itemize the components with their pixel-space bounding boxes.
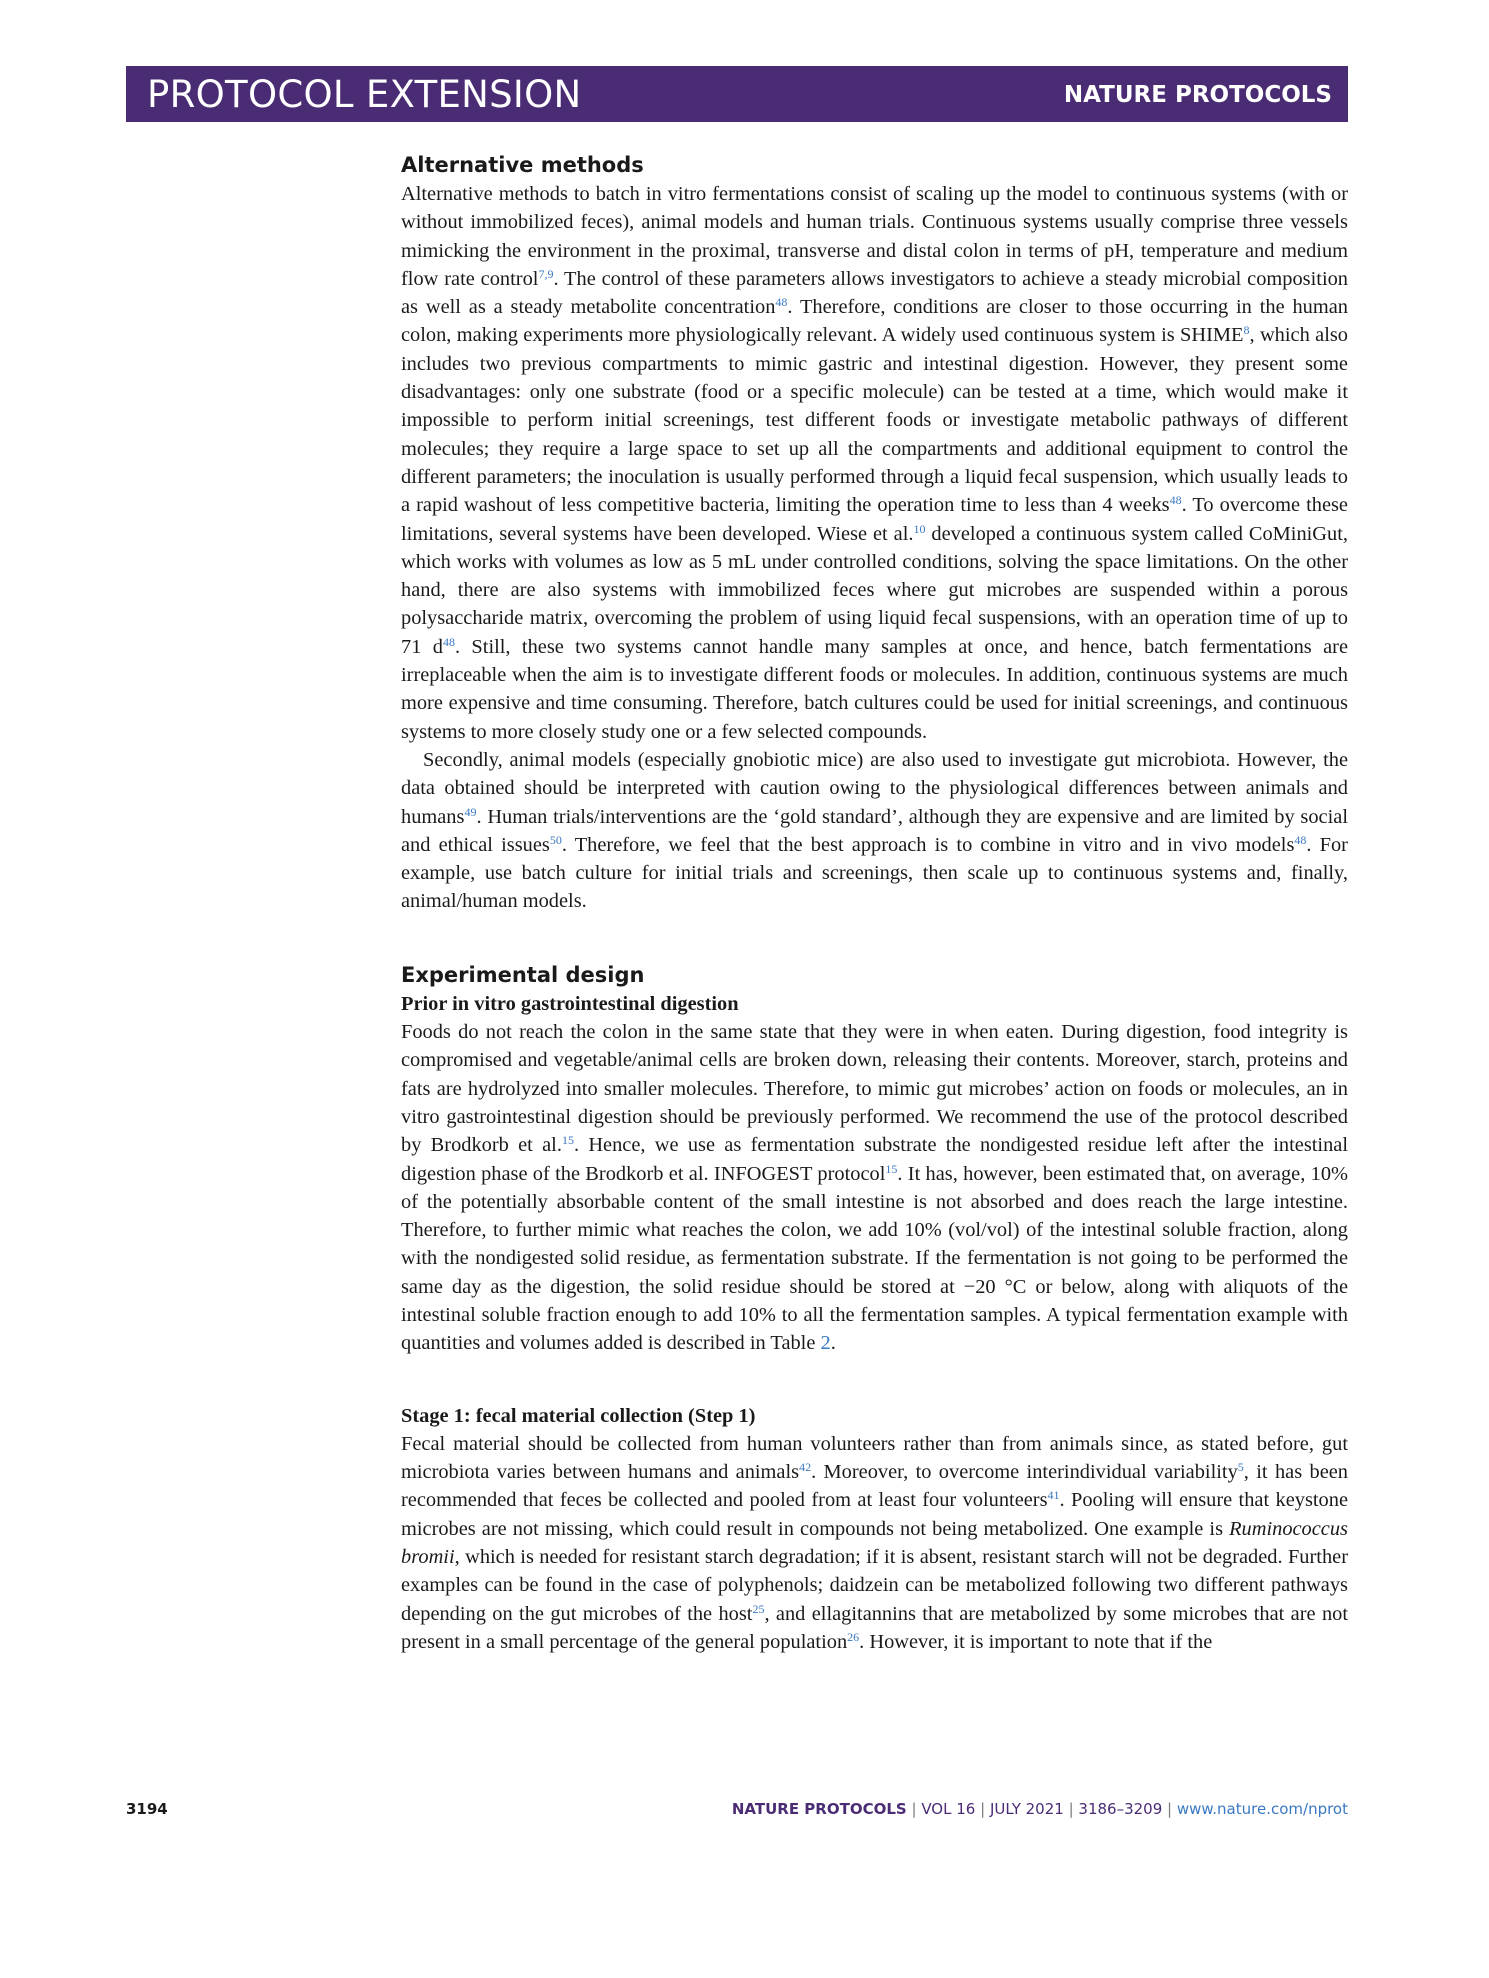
citation-link[interactable]: 50 bbox=[549, 832, 562, 847]
text-run: Foods do not reach the colon in the same state that they were in when eaten. During digestion, food integrity is compromised and vegetable/animal cells are broken down, releasing their contents. Moreover, starch, proteins and fats are hydrolyzed into smaller molecules. Therefore, to mimic gut microbes’ action on foods or molecules, an in vitro gastrointestinal digestion should be previously performed. We recommend the use of the protocol described by Brodkorb et al. bbox=[401, 1021, 1348, 1157]
text-run: , which also includes two previous compartments to mimic gastric and intestinal digestion. However, they present some disadvantages: only one substrate (food or a specific molecule) can be tested at a time, which would make it impossible to perform initial screenings, test different foods or investigate metabolic pathways of different molecules; they require a large space to set up all the compartments and additional equipment to control the different parameters; the inoculation is usually performed through a liquid fecal suspension, which usually leads to a rapid washout of less competitive bacteria, limiting the operation time to less than 4 weeks bbox=[401, 324, 1348, 517]
citation-link[interactable]: 8 bbox=[1243, 323, 1250, 338]
species-name: Ruminococcus bromii bbox=[401, 1517, 1348, 1569]
text-run: . However, it is important to note that if the bbox=[859, 1630, 1213, 1653]
citation-link[interactable]: 49 bbox=[464, 804, 477, 819]
text-run: . bbox=[830, 1332, 836, 1355]
page-number: 3194 bbox=[126, 1800, 168, 1818]
citation-link[interactable]: 10 bbox=[913, 521, 926, 536]
page-header-bar bbox=[126, 66, 1348, 122]
paragraph-gi-digestion bbox=[401, 1018, 1348, 1358]
footer-separator: | bbox=[1063, 1800, 1079, 1818]
section-label: PROTOCOL EXTENSION bbox=[147, 73, 582, 116]
citation-link[interactable]: 48 bbox=[1169, 493, 1182, 508]
citation-link[interactable]: 48 bbox=[442, 634, 455, 649]
text-run: . It has, however, been estimated that, on average, 10% of the potentially absorbable content of the small intestine is not absorbed and does reach the large intestine. Therefore, to further mimic what reaches the colon, we add 10% (vol/vol) of the intestinal soluble fraction, along with the nondigested solid residue, as fermentation substrate. If the fermentation is not going to be performed the same day as the digestion, the solid residue should be stored at −20 °C or below, along with aliquots of the intestinal soluble fraction enough to add 10% to all the fermentation samples. A typical fermentation example with quantities and volumes added is described in Table bbox=[401, 1162, 1348, 1355]
paragraph-alt-methods-1 bbox=[401, 180, 1348, 746]
page-footer bbox=[126, 1797, 1348, 1821]
text-run: . Hence, we use as fermentation substrate the nondigested residue left after the intestinal digestion phase of the Brodkorb et al. INFOGEST protocol bbox=[401, 1134, 1348, 1185]
citation-link[interactable]: 7,9 bbox=[538, 266, 554, 281]
paragraph-alt-methods-2 bbox=[401, 746, 1348, 916]
text-run: . Therefore, we feel that the best approach is to combine in vitro and in vivo models bbox=[561, 833, 1295, 856]
section-spacer bbox=[401, 1358, 1348, 1402]
citation-link[interactable]: 41 bbox=[1047, 1488, 1060, 1503]
text-run: . Moreover, to overcome interindividual variability bbox=[811, 1461, 1238, 1484]
text-run: . For example, use batch culture for initial trials and screenings, then scale up to continuous systems and, finally, animal/human models. bbox=[401, 833, 1348, 913]
footer-separator: | bbox=[906, 1800, 922, 1818]
footer-date: JULY 2021 bbox=[989, 1800, 1064, 1818]
footer-journal: NATURE PROTOCOLS bbox=[731, 1800, 907, 1818]
text-run: Alternative methods to batch in vitro fermentations consist of scaling up the model to continuous systems (with or without immobilized feces), animal models and human trials. Continuous systems usually comprise three vessels mimicking the environment in the proximal, transverse and distal colon in terms of pH, temperature and medium flow rate control bbox=[401, 183, 1348, 290]
footer-separator: | bbox=[1162, 1800, 1177, 1818]
citation-link[interactable]: 48 bbox=[1294, 832, 1307, 847]
text-run: Secondly, animal models (especially gnobiotic mice) are also used to investigate gut microbiota. However, the data obtained should be interpreted with caution owing to the physiological differences between animals and humans bbox=[401, 748, 1348, 828]
citation-link[interactable]: 25 bbox=[752, 1601, 765, 1616]
citation-link[interactable]: 15 bbox=[885, 1161, 898, 1176]
text-run: , which is needed for resistant starch degradation; if it is absent, resistant starch will not be degraded. Further examples can be found in the case of polyphenols; daidzein can be metabolized following two different pathways depending on the gut microbes of the host bbox=[401, 1546, 1348, 1625]
paragraph-stage-1 bbox=[401, 1430, 1348, 1656]
footer-citation bbox=[732, 1797, 1348, 1821]
text-run: . Pooling will ensure that keystone microbes are not missing, which could result in compounds not being metabolized. One example is bbox=[401, 1489, 1348, 1540]
citation-link[interactable]: 42 bbox=[799, 1460, 812, 1475]
table-link[interactable]: 2 bbox=[820, 1332, 831, 1355]
journal-label: NATURE PROTOCOLS bbox=[1063, 82, 1332, 108]
text-run: . To overcome these limitations, several systems have been developed. Wiese et al. bbox=[401, 494, 1348, 545]
heading-experimental-design: Experimental design bbox=[401, 962, 645, 987]
citation-link[interactable]: 15 bbox=[561, 1133, 574, 1148]
citation-link[interactable]: 5 bbox=[1237, 1460, 1244, 1475]
text-run: developed a continuous system called CoMiniGut, which works with volumes as low as 5 mL under controlled conditions, solving the space limitations. On the other hand, there are also systems with immobilized feces where gut microbes are suspended within a porous polysaccharide matrix, overcoming the problem of using liquid fecal suspensions, with an operation time of up to 71 d bbox=[401, 522, 1348, 658]
text-run: Fecal material should be collected from human volunteers rather than from animals since, as stated before, gut microbiota varies between humans and animals bbox=[401, 1432, 1348, 1484]
citation-link[interactable]: 48 bbox=[775, 295, 788, 310]
footer-url-link[interactable]: www.nature.com/nprot bbox=[1176, 1800, 1348, 1818]
text-run: . The control of these parameters allows investigators to achieve a steady microbial composition as well as a steady metabolite concentration bbox=[401, 267, 1349, 319]
citation-link[interactable]: 26 bbox=[847, 1629, 860, 1644]
text-column bbox=[401, 150, 1348, 1656]
text-run: , it has been recommended that feces be collected and pooled from at least four volunteers bbox=[401, 1461, 1348, 1512]
section-spacer bbox=[401, 916, 1348, 960]
text-run: , and ellagitannins that are metabolized by some microbes that are not present in a small percentage of the general population bbox=[401, 1602, 1348, 1653]
heading-alternative-methods: Alternative methods bbox=[401, 153, 644, 177]
footer-pages: 3186–3209 bbox=[1078, 1800, 1163, 1818]
footer-separator: | bbox=[975, 1800, 990, 1818]
subheading-gi-digestion: Prior in vitro gastrointestinal digestion bbox=[401, 992, 739, 1015]
subheading-stage-1: Stage 1: fecal material collection (Step 1) bbox=[401, 1404, 756, 1427]
footer-volume: VOL 16 bbox=[921, 1800, 976, 1818]
text-run: . Still, these two systems cannot handle many samples at once, and hence, batch fermentations are irreplaceable when the aim is to investigate different foods or molecules. In addition, continuous systems are much more expensive and time consuming. Therefore, batch cultures could be used for initial screenings, and continuous systems to more closely study one or a few selected compounds. bbox=[401, 635, 1348, 743]
text-run: . Human trials/interventions are the ‘gold standard’, although they are expensive and are limited by social and ethical issues bbox=[401, 805, 1348, 856]
text-run: . Therefore, conditions are closer to those occurring in the human colon, making experiments more physiologically relevant. A widely used continuous system is SHIME bbox=[401, 296, 1348, 347]
